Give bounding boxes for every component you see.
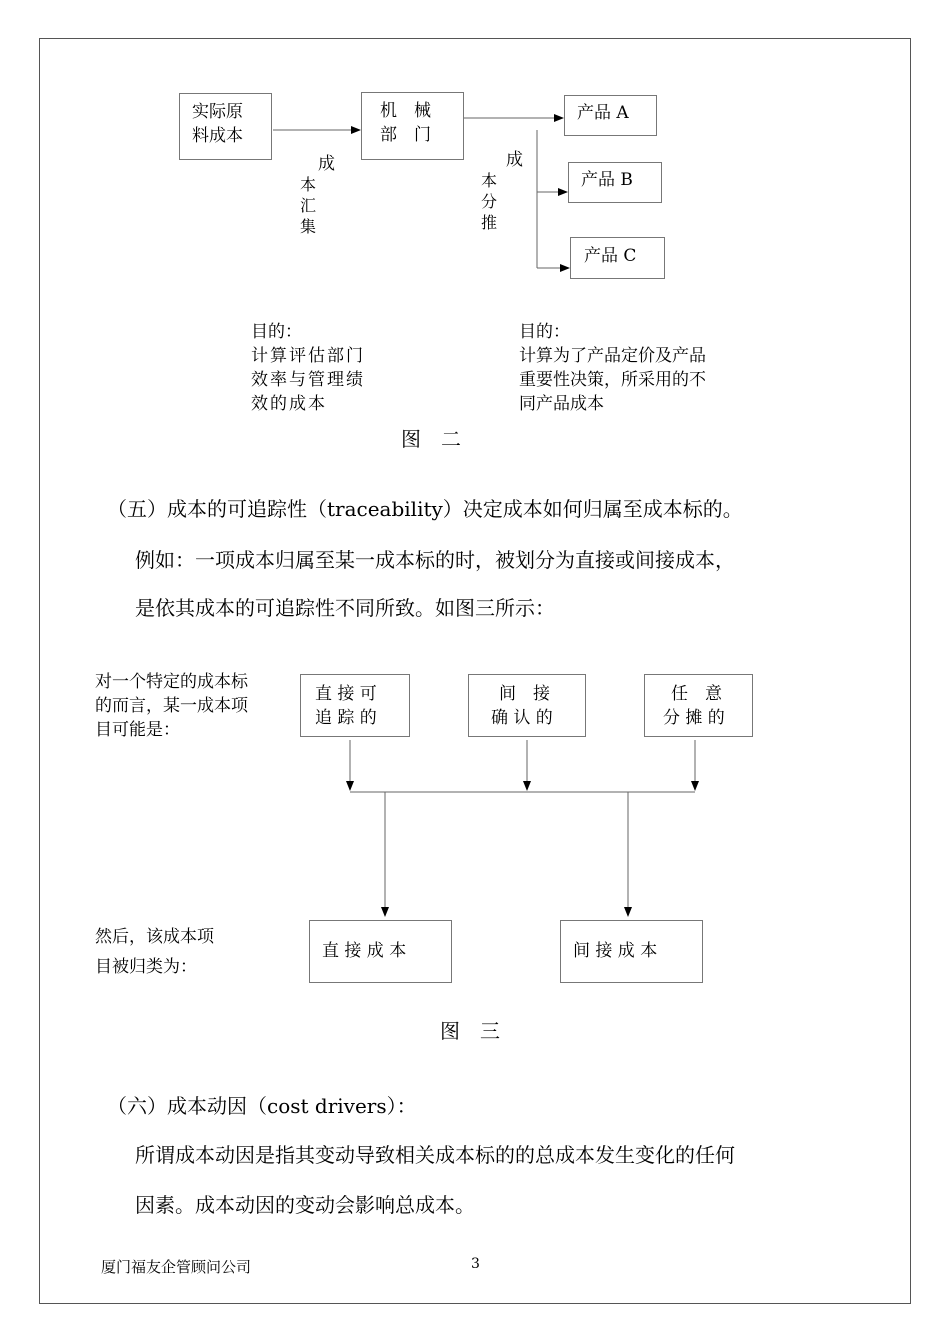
indirect-identified-line1: 间 接 bbox=[499, 684, 550, 704]
purpose-left-title: 目的： bbox=[251, 322, 302, 342]
section-6-heading: （六）成本动因（cost drivers）： bbox=[107, 1094, 417, 1118]
purpose-right-text: 计算为了产品定价及产品重要性决策，所采用的不同产品成本 bbox=[519, 346, 706, 414]
section-6-line-2: 因素。成本动因的变动会影响总成本。 bbox=[135, 1193, 475, 1217]
section-5-line-2: 是依其成本的可追踪性不同所致。如图三所示： bbox=[135, 596, 555, 620]
indirect-cost-label: 间 接 成 本 bbox=[573, 941, 658, 961]
fig3-then-line2: 目被归类为： bbox=[95, 957, 197, 977]
allocate-label: 本 分 推 bbox=[481, 171, 498, 232]
arbitrary-allocated-box bbox=[644, 674, 753, 737]
footer-company: 厦门福友企管顾问公司 bbox=[101, 1258, 252, 1276]
allocate-label-first: 成 bbox=[506, 150, 523, 170]
product-a-box bbox=[564, 95, 657, 136]
traceable-line2: 追 踪 的 bbox=[315, 708, 377, 728]
product-b-label: 产品 B bbox=[581, 170, 633, 190]
product-c-label: 产品 C bbox=[584, 246, 637, 266]
product-b-box bbox=[568, 162, 662, 203]
indirect-cost-box bbox=[560, 920, 703, 983]
collect-label: 本 汇 集 bbox=[300, 175, 317, 236]
arbitrary-allocated-line1: 任 意 bbox=[671, 684, 722, 704]
traceable-line1: 直 接 可 bbox=[315, 684, 377, 704]
purpose-left-text: 计算评估部门效率与管理绩效的成本 bbox=[251, 346, 365, 414]
fig3-intro-text: 对一个特定的成本标的而言，某一成本项目可能是： bbox=[95, 672, 248, 740]
product-c-box bbox=[570, 237, 665, 279]
machine-dept-box bbox=[361, 92, 464, 160]
figure-2-caption: 图 二 bbox=[401, 427, 461, 451]
section-5-heading: （五）成本的可追踪性（traceability）决定成本如何归属至成本标的。 bbox=[107, 497, 743, 521]
product-a-label: 产品 A bbox=[577, 103, 629, 123]
arbitrary-allocated-line2: 分 摊 的 bbox=[663, 708, 725, 728]
fig3-then-text bbox=[95, 922, 214, 982]
fig3-then-line1: 然后，该成本项 bbox=[95, 927, 214, 947]
purpose-left bbox=[251, 320, 381, 416]
purpose-right-title: 目的： bbox=[519, 322, 570, 342]
machine-dept-line1: 机 械 bbox=[380, 101, 431, 121]
figure-3-caption: 图 三 bbox=[440, 1019, 500, 1043]
direct-cost-label: 直 接 成 本 bbox=[322, 941, 407, 961]
traceable-box bbox=[300, 674, 410, 737]
direct-cost-box bbox=[309, 920, 452, 983]
machine-dept-line2: 部 门 bbox=[380, 125, 431, 145]
section-6-line-1: 所谓成本动因是指其变动导致相关成本标的的总成本发生变化的任何 bbox=[135, 1143, 735, 1167]
collect-label-first: 成 bbox=[318, 154, 335, 174]
material-cost-box bbox=[179, 93, 272, 160]
material-cost-label: 实际原料成本 bbox=[192, 102, 243, 146]
footer-page-number: 3 bbox=[471, 1256, 480, 1272]
purpose-right bbox=[519, 320, 719, 416]
indirect-identified-box bbox=[468, 674, 586, 737]
section-5-line-1: 例如：一项成本归属至某一成本标的时，被划分为直接或间接成本， bbox=[135, 548, 735, 572]
indirect-identified-line2: 确 认 的 bbox=[491, 708, 553, 728]
